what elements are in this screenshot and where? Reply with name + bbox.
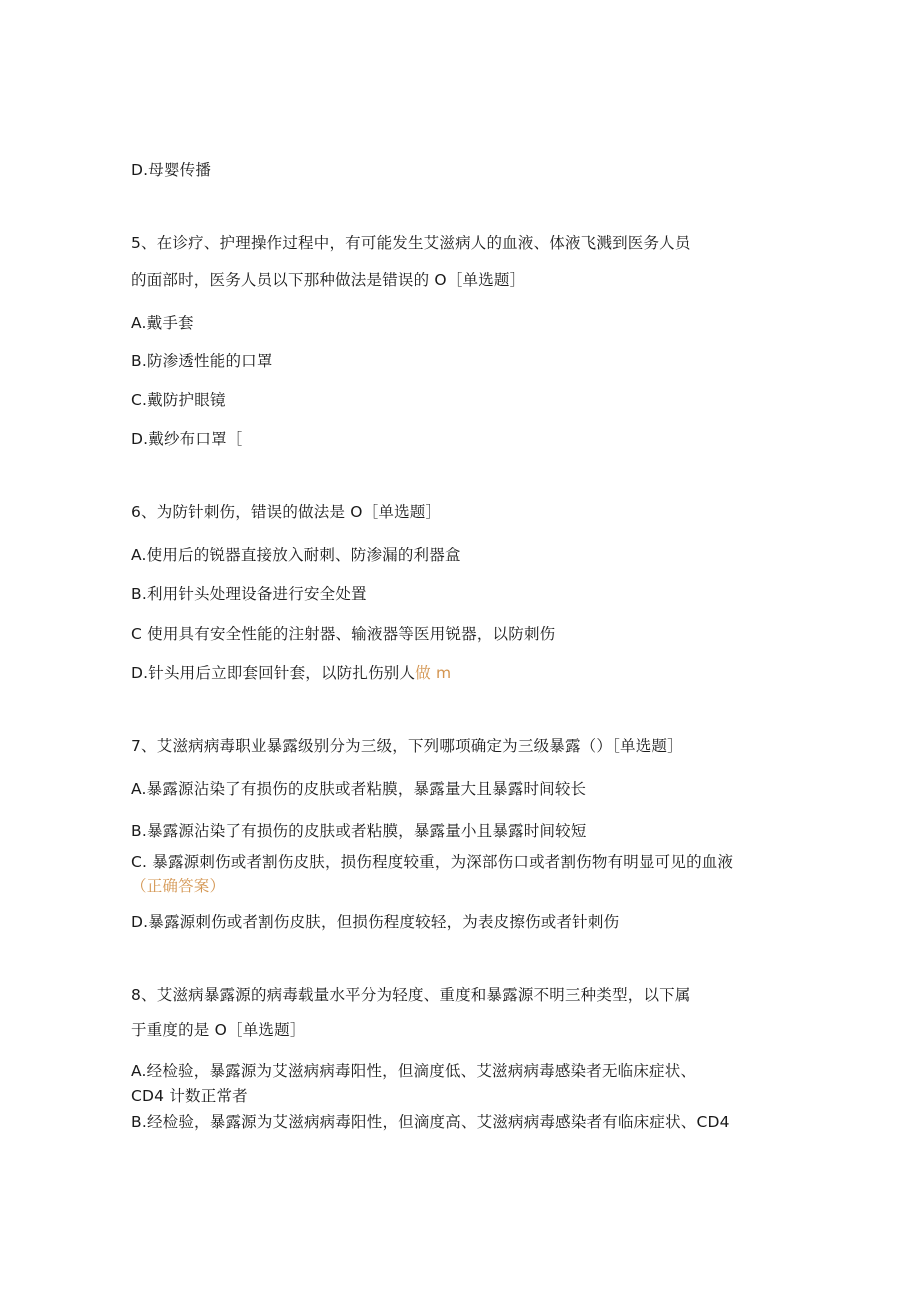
q6-stem: 6、为防针刺伤，错误的做法是 O［单选题］ — [131, 503, 442, 521]
q5-stem-line1: 5、在诊疗、护理操作过程中，有可能发生艾滋病人的血液、体液飞溅到医务人员 — [131, 234, 691, 252]
q7-option-a: A.暴露源沾染了有损伤的皮肤或者粘膜，暴露量大且暴露时间较长 — [131, 780, 587, 798]
q5-stem-line2: 的面部时，医务人员以下那种做法是错误的 O［单选题］ — [131, 271, 526, 289]
q6-option-b: B.利用针头处理设备进行安全处置 — [131, 585, 367, 603]
q5-option-b: B.防渗透性能的口罩 — [131, 352, 273, 370]
q6-option-d — [131, 663, 451, 683]
q7-stem: 7、艾滋病病毒职业暴露级别分为三级，下列哪项确定为三级暴露（）［单选题］ — [131, 737, 683, 755]
q6-option-d-mark: 做 m — [415, 664, 452, 682]
q6-option-a: A.使用后的锐器直接放入耐刺、防渗漏的利器盒 — [131, 546, 461, 564]
q7-option-d: D.暴露源刺伤或者割伤皮肤，但损伤程度较轻，为表皮擦伤或者针刺伤 — [131, 913, 620, 931]
q4-option-d: D.母婴传播 — [131, 161, 212, 179]
q7-option-c-answer: （正确答案） — [131, 877, 226, 895]
q6-option-c: C 使用具有安全性能的注射器、输液器等医用锐器，以防刺伤 — [131, 625, 556, 643]
q5-option-c: C.戴防护眼镜 — [131, 391, 226, 409]
q8-option-a-line1: A.经检验，暴露源为艾滋病病毒阳性，但滴度低、艾滋病病毒感染者无临床症状、 — [131, 1062, 697, 1080]
q8-option-a-line2: CD4 计数正常者 — [131, 1087, 248, 1105]
q8-option-b-line1: B.经检验，暴露源为艾滋病病毒阳性，但滴度高、艾滋病病毒感染者有临床症状、CD4 — [131, 1113, 730, 1131]
q7-option-c: C. 暴露源刺伤或者割伤皮肤，损伤程度较重，为深部伤口或者割伤物有明显可见的血液 — [131, 853, 734, 871]
q8-stem-line1: 8、艾滋病暴露源的病毒载量水平分为轻度、重度和暴露源不明三种类型，以下属 — [131, 986, 691, 1004]
q5-option-d: D.戴纱布口罩［ — [131, 430, 243, 448]
q5-option-a: A.戴手套 — [131, 314, 194, 332]
q8-stem-line2: 于重度的是 O［单选题］ — [131, 1021, 306, 1039]
q6-option-d-text: D.针头用后立即套回针套，以防扎伤别人 — [131, 664, 416, 682]
q7-option-b: B.暴露源沾染了有损伤的皮肤或者粘膜，暴露量小且暴露时间较短 — [131, 822, 587, 840]
